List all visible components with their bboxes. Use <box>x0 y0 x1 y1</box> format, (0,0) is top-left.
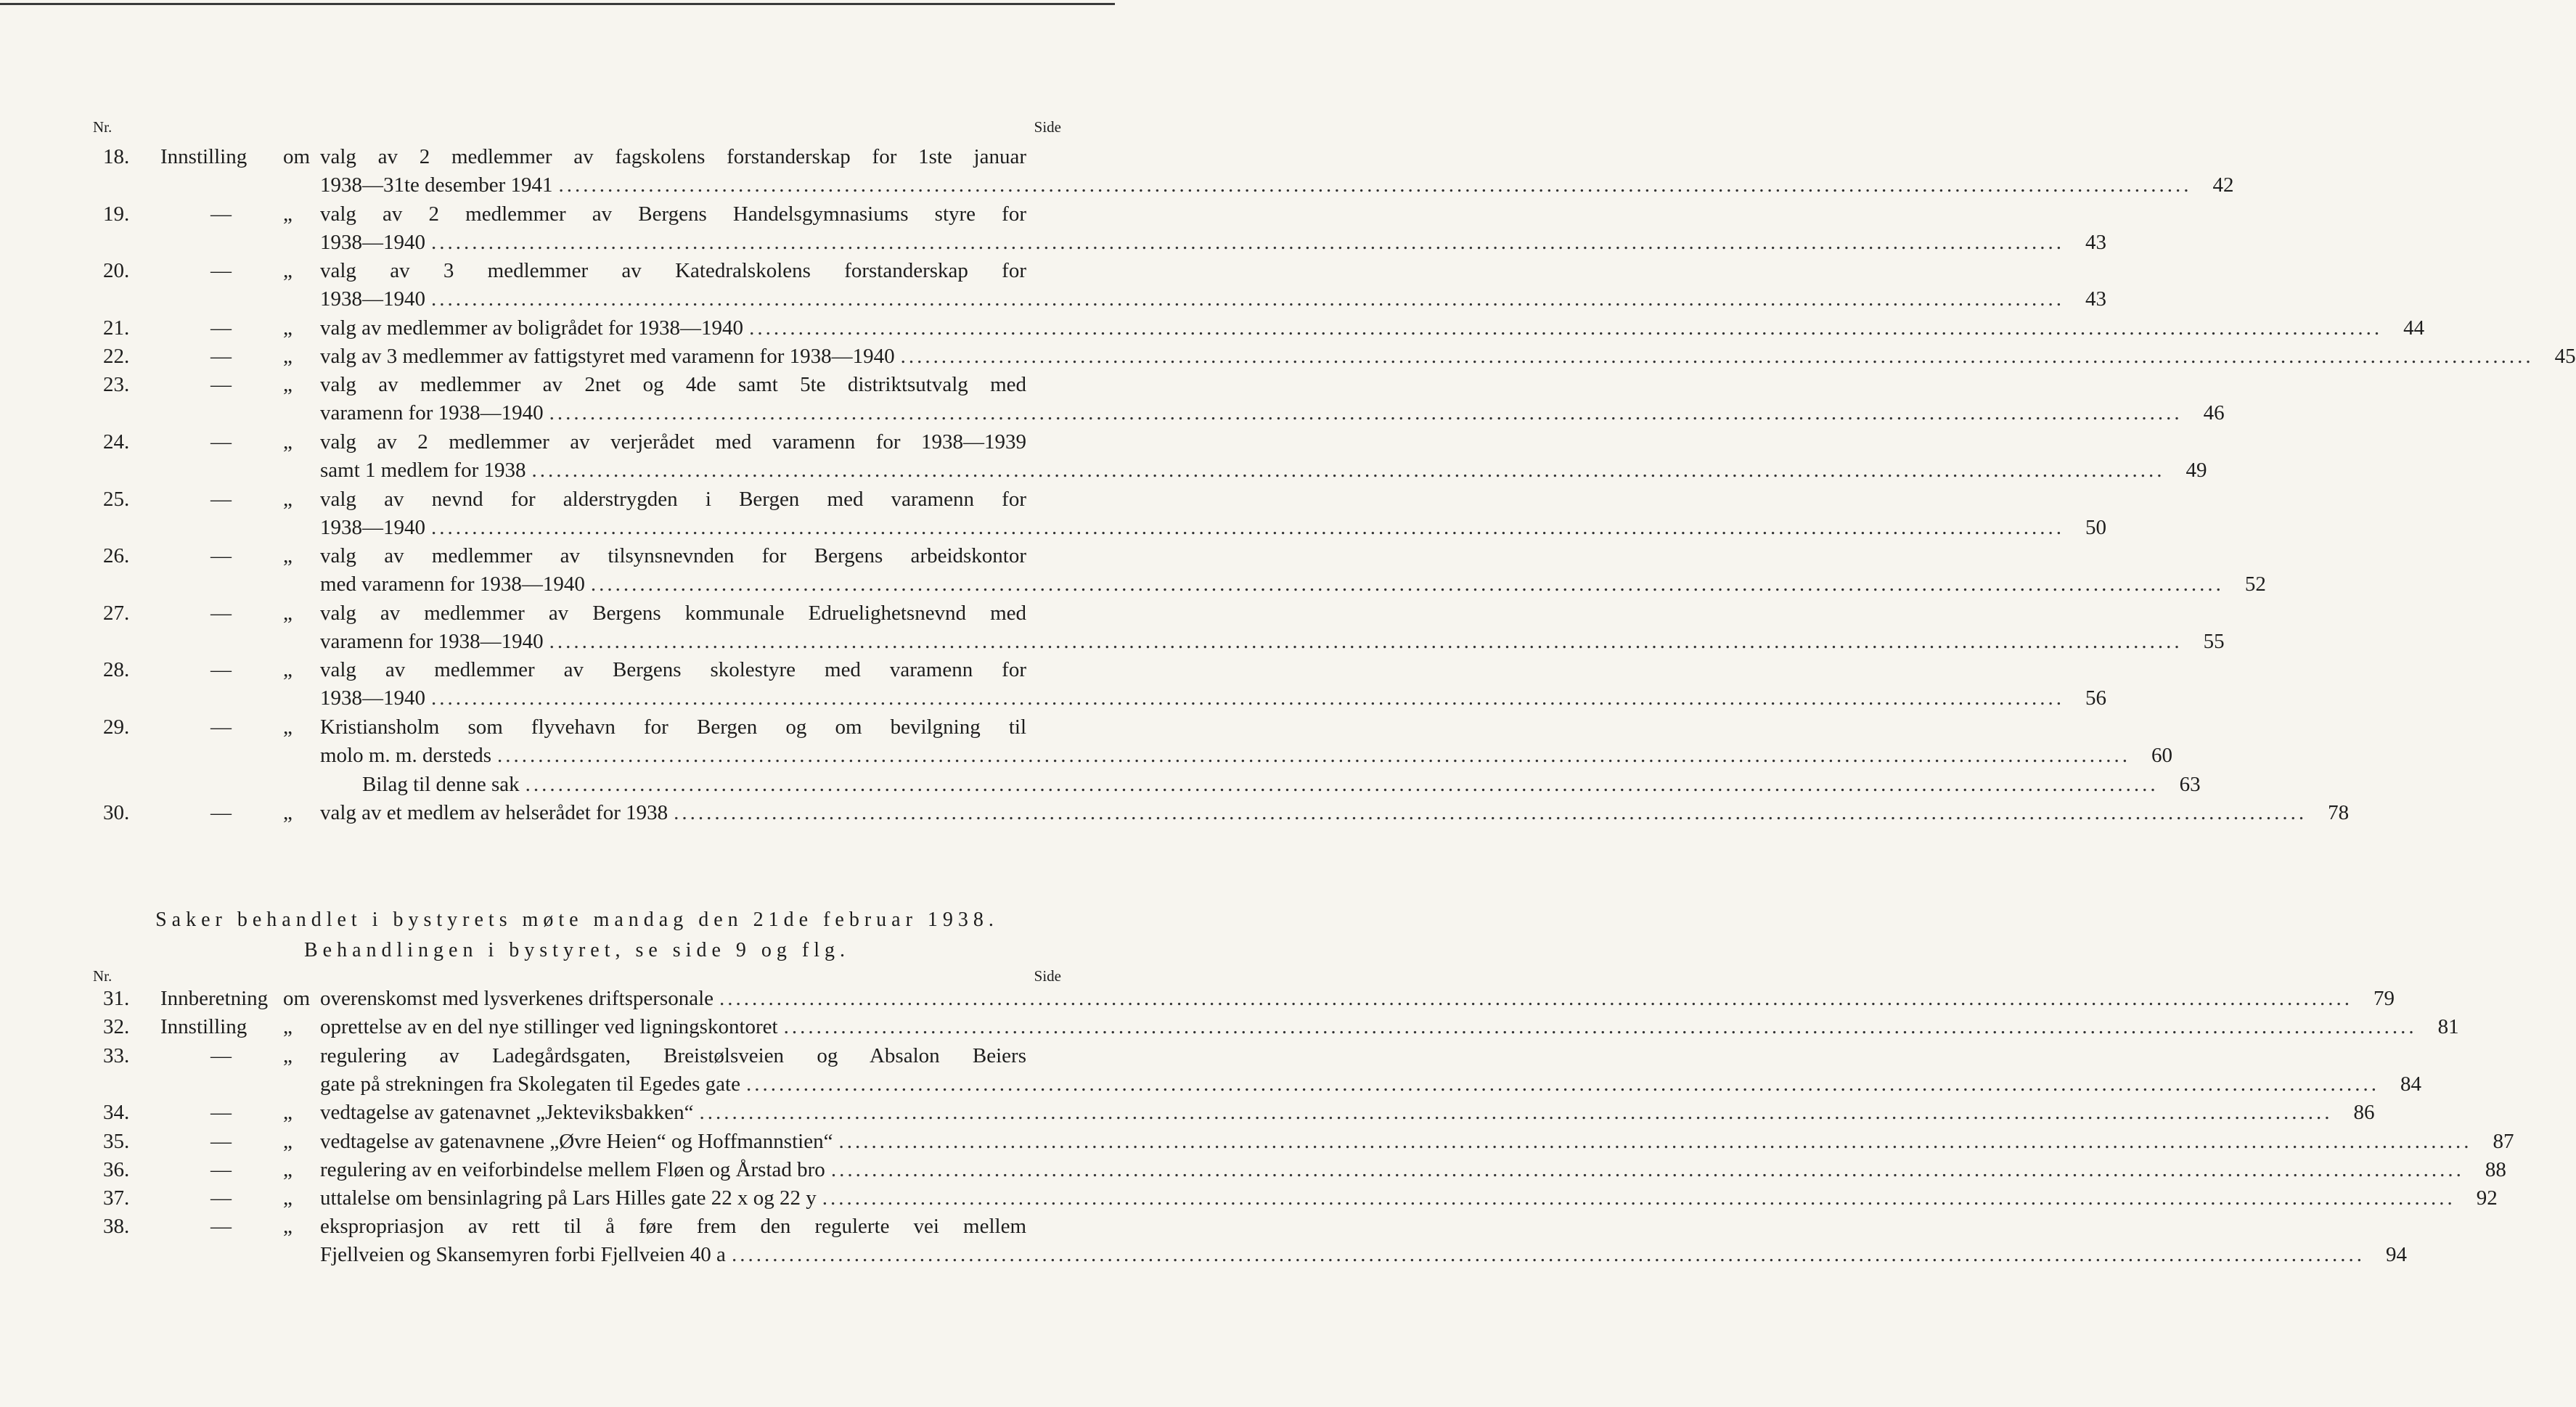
toc-entry <box>93 799 2350 827</box>
entry-title-with-page <box>320 985 2395 1013</box>
dot-leader: ........................................................................................................................................................................................................ <box>549 401 2183 425</box>
entry-title: valg av et medlem av helserådet for 1938 <box>320 800 668 824</box>
toc-entry-line <box>93 799 2350 827</box>
entry-number: 33. <box>103 1043 130 1067</box>
entry-title: valg av medlemmer av 2net og 4de samt 5te distriktsutvalg med <box>320 373 1026 397</box>
page-number: 43 <box>2085 230 2106 254</box>
entry-type: Innberetning <box>160 987 269 1010</box>
toc-entry <box>93 143 2234 200</box>
ditto-dash: — <box>210 601 232 625</box>
dot-leader: ........................................................................................................................................................................................................ <box>674 800 2307 824</box>
entry-title-with-page <box>320 628 2225 656</box>
entry-number: 29. <box>103 715 130 739</box>
page-number: 87 <box>2493 1129 2514 1153</box>
entry-title: 1938—1940 <box>320 287 425 311</box>
ditto-mark: „ <box>283 487 293 511</box>
entry-title: med varamenn for 1938—1940 <box>320 573 585 596</box>
toc-entry-line <box>93 1241 2407 1269</box>
dot-leader: ........................................................................................................................................................................................................ <box>497 744 2131 767</box>
dot-leader: ........................................................................................................................................................................................................ <box>531 459 2165 482</box>
entry-title: vedtagelse av gatenavnene „Øvre Heien“ og Hoffmannstien“ <box>320 1129 833 1153</box>
page-number: 92 <box>2476 1186 2498 1210</box>
toc-entry-line <box>93 771 2201 799</box>
toc-entry-line <box>93 542 1061 570</box>
dot-leader: ........................................................................................................................................................................................................ <box>590 573 2224 596</box>
entry-title-with-page <box>320 229 2106 257</box>
entry-number: 18. <box>103 145 130 168</box>
nr-header: Nr. <box>93 118 113 136</box>
toc-entry-line <box>93 1156 2506 1184</box>
toc-entry-line <box>93 143 1061 171</box>
toc-entry-line <box>93 985 2395 1013</box>
entry-title: uttalelse om bensinlagring på Lars Hilles gate 22 x og 22 y <box>320 1186 817 1210</box>
dot-leader: ........................................................................................................................................................................................................ <box>525 772 2159 796</box>
ditto-dash: — <box>210 430 232 454</box>
side-header: Side <box>1034 118 1061 136</box>
ditto-dash: — <box>210 202 232 226</box>
toc-entry <box>93 1128 2514 1156</box>
ditto-dash: — <box>210 1129 232 1153</box>
entry-number: 24. <box>103 430 130 454</box>
entry-title-with-page <box>320 1241 2407 1269</box>
entry-title: valg av medlemmer av boligrådet for 1938—1940 <box>320 316 744 340</box>
ditto-mark: „ <box>283 430 293 454</box>
toc-entry-line <box>93 200 1061 229</box>
toc-entry <box>93 1013 2459 1041</box>
entry-title-with-page <box>320 1013 2459 1041</box>
ditto-dash: — <box>210 1043 232 1067</box>
page-number: 86 <box>2353 1101 2375 1125</box>
entry-title: ekspropriasjon av rett til å føre frem den regulerte vei mellem <box>320 1215 1026 1239</box>
ditto-mark: „ <box>283 1215 293 1239</box>
dot-leader: ........................................................................................................................................................................................................ <box>558 173 2192 197</box>
entry-number: 34. <box>103 1101 130 1125</box>
page-number: 94 <box>2385 1243 2407 1267</box>
entry-title: valg av medlemmer av Bergens kommunale Edruelighetsnevnd med <box>320 601 1026 625</box>
dot-leader: ........................................................................................................................................................................................................ <box>783 1015 2417 1039</box>
ditto-mark: „ <box>283 1129 293 1153</box>
page-number: 63 <box>2179 772 2201 796</box>
toc-entry-line <box>93 1184 2498 1213</box>
toc-entry <box>93 1099 2375 1127</box>
entry-number: 37. <box>103 1186 130 1210</box>
toc-entry-line <box>93 314 2425 342</box>
entry-title: Kristiansholm som flyvehavn for Bergen og om bevilgning til <box>320 715 1026 739</box>
toc-entry-line <box>93 285 2106 313</box>
page-number: 78 <box>2328 800 2350 824</box>
ditto-mark: „ <box>283 1043 293 1067</box>
ditto-dash: — <box>210 1101 232 1125</box>
dot-leader: ........................................................................................................................................................................................................ <box>549 629 2183 653</box>
entry-title: valg av 2 medlemmer av verjerådet med varamenn for 1938—1939 <box>320 430 1026 454</box>
entry-title: regulering av en veiforbindelse mellem Fløen og Årstad bro <box>320 1157 825 1181</box>
ditto-mark: „ <box>283 715 293 739</box>
entry-number: 26. <box>103 544 130 568</box>
dot-leader: ........................................................................................................................................................................................................ <box>431 515 2064 539</box>
toc-entry <box>93 1156 2506 1184</box>
entry-title-with-page <box>320 1156 2506 1184</box>
entry-type: Innstilling <box>160 1015 248 1039</box>
ditto-dash: — <box>210 1157 232 1181</box>
page-number: 56 <box>2085 686 2106 710</box>
toc-entry-line <box>93 713 1061 742</box>
entry-number: 21. <box>103 316 130 340</box>
page-number: 44 <box>2403 316 2425 340</box>
toc-entry-line <box>93 171 2234 200</box>
entry-number: 23. <box>103 373 130 397</box>
entry-number: 20. <box>103 259 130 283</box>
entry-title-with-page <box>320 514 2106 542</box>
entry-title: valg av 3 medlemmer av fattigstyret med varamenn for 1938—1940 <box>320 345 895 369</box>
entry-number: 35. <box>103 1129 130 1153</box>
ditto-mark: „ <box>283 1101 293 1125</box>
page-number: 49 <box>2185 459 2207 482</box>
toc-entry-line <box>93 428 1061 456</box>
toc-entry-line <box>93 1013 2459 1041</box>
entry-number: 22. <box>103 345 130 369</box>
entry-title: 1938—1940 <box>320 515 425 539</box>
dot-leader: ........................................................................................................................................................................................................ <box>745 1072 2379 1096</box>
entry-title: varamenn for 1938—1940 <box>320 629 544 653</box>
toc-entry <box>93 200 2106 257</box>
entry-title: 1938—1940 <box>320 686 425 710</box>
ditto-dash: — <box>210 544 232 568</box>
toc-entry <box>93 771 2201 799</box>
dot-leader: ........................................................................................................................................................................................................ <box>830 1157 2464 1181</box>
dot-leader: ........................................................................................................................................................................................................ <box>838 1129 2472 1153</box>
entry-number: 19. <box>103 202 130 226</box>
toc-entry <box>93 656 2106 713</box>
dot-leader: ........................................................................................................................................................................................................ <box>749 316 2383 340</box>
toc-entry-line <box>93 257 1061 285</box>
dot-leader: ........................................................................................................................................................................................................ <box>431 287 2064 311</box>
entry-title-with-page <box>320 1099 2375 1127</box>
toc-entry <box>93 485 2106 542</box>
entry-title: samt 1 medlem for 1938 <box>320 459 526 482</box>
ditto-mark: „ <box>283 316 293 340</box>
entry-title-with-page <box>320 799 2350 827</box>
dot-leader: ........................................................................................................................................................................................................ <box>431 230 2064 254</box>
ditto-mark: „ <box>283 658 293 682</box>
dot-leader: ........................................................................................................................................................................................................ <box>900 345 2534 369</box>
toc-entry-line <box>93 371 1061 399</box>
page-number: 42 <box>2212 173 2234 197</box>
entry-title-with-page <box>320 1184 2498 1213</box>
toc-entry <box>93 1213 2407 1269</box>
entry-title-with-page <box>320 171 2234 200</box>
entry-title: Fjellveien og Skansemyren forbi Fjellveien 40 a <box>320 1243 726 1267</box>
toc-entry-line <box>93 229 2106 257</box>
toc-entry-line <box>93 742 2173 770</box>
toc-entry-line <box>93 1213 1061 1241</box>
page-number: 43 <box>2085 287 2106 311</box>
entry-title: 1938—1940 <box>320 230 425 254</box>
toc-entry <box>93 985 2395 1013</box>
entry-title-with-page <box>320 285 2106 313</box>
page-number: 46 <box>2203 401 2225 425</box>
toc-entry-line <box>93 1070 2421 1099</box>
dot-leader: ........................................................................................................................................................................................................ <box>731 1243 2365 1267</box>
ditto-dash: — <box>210 800 232 824</box>
entry-title: varamenn for 1938—1940 <box>320 401 544 425</box>
entry-title: vedtagelse av gatenavnet „Jekteviksbakken“ <box>320 1101 694 1125</box>
toc-entry <box>93 257 2106 313</box>
toc-entry <box>93 1042 2421 1099</box>
entry-number: 28. <box>103 658 130 682</box>
entry-number: 31. <box>103 987 130 1010</box>
page-number: 60 <box>2151 744 2173 767</box>
entry-title-with-page <box>320 570 2266 599</box>
entry-title: Bilag til denne sak <box>362 772 520 796</box>
toc-entry-line <box>93 684 2106 713</box>
entry-title-with-page <box>320 742 2173 770</box>
toc-entry <box>93 314 2425 342</box>
toc-entry-line <box>93 514 2106 542</box>
entry-number: 32. <box>103 1015 130 1039</box>
entry-title: overenskomst med lysverkenes driftspersonale <box>320 987 713 1010</box>
ditto-dash: — <box>210 1215 232 1239</box>
ditto-mark: „ <box>283 601 293 625</box>
entry-title: oprettelse av en del nye stillinger ved ligningskontoret <box>320 1015 778 1039</box>
entry-title: valg av 2 medlemmer av fagskolens forstanderskap for 1ste januar <box>320 145 1026 168</box>
ditto-mark: „ <box>283 345 293 369</box>
ditto-mark: om <box>283 145 311 168</box>
toc-entry <box>93 342 2576 371</box>
toc-entry <box>93 1184 2498 1213</box>
ditto-dash: — <box>210 345 232 369</box>
dot-leader: ........................................................................................................................................................................................................ <box>431 686 2064 710</box>
entry-title-with-page <box>320 1070 2421 1099</box>
entry-number: 30. <box>103 800 130 824</box>
entry-title-with-page <box>320 399 2225 427</box>
dot-leader: ........................................................................................................................................................................................................ <box>699 1101 2333 1125</box>
toc-entry-line <box>93 1042 1061 1070</box>
ditto-mark: „ <box>283 1157 293 1181</box>
ditto-mark: „ <box>283 1015 293 1039</box>
ditto-dash: — <box>210 658 232 682</box>
entry-title-with-page <box>320 456 2207 485</box>
entry-title: valg av nevnd for alderstrygden i Bergen med varamenn for <box>320 487 1026 511</box>
ditto-dash: — <box>210 259 232 283</box>
ditto-dash: — <box>210 487 232 511</box>
ditto-dash: — <box>210 316 232 340</box>
page-number: 50 <box>2085 515 2106 539</box>
entry-number: 36. <box>103 1157 130 1181</box>
ditto-mark: „ <box>283 259 293 283</box>
entry-type: Innstilling <box>160 145 248 168</box>
page-number: 52 <box>2244 573 2266 596</box>
entry-title: valg av medlemmer av Bergens skolestyre med varamenn for <box>320 658 1026 682</box>
entry-title: 1938—31te desember 1941 <box>320 173 553 197</box>
toc-entry-line <box>93 599 1061 628</box>
toc-entry-line <box>93 456 2207 485</box>
toc-entry <box>93 713 2173 770</box>
ditto-mark: „ <box>283 800 293 824</box>
ditto-dash: — <box>210 373 232 397</box>
toc-entry-line <box>93 570 2266 599</box>
toc-entry-line <box>93 1128 2514 1156</box>
section-subtitle: Behandlingen i bystyret, se side 9 og flg. <box>303 939 851 961</box>
page-number: 84 <box>2400 1072 2421 1096</box>
entry-title-with-page <box>320 314 2425 342</box>
entry-title-with-page <box>320 1128 2514 1156</box>
toc-entry <box>93 542 2266 599</box>
entry-title: valg av 2 medlemmer av Bergens Handelsgymnasiums styre for <box>320 202 1026 226</box>
entry-title-with-page <box>362 771 2201 799</box>
toc-entry-line <box>93 1099 2375 1127</box>
page-number: 88 <box>2485 1157 2506 1181</box>
dot-leader: ........................................................................................................................................................................................................ <box>822 1186 2456 1210</box>
toc-entry <box>93 599 2225 656</box>
toc-entry-line <box>93 485 1061 514</box>
ditto-dash: — <box>210 715 232 739</box>
toc-entry <box>93 371 2225 427</box>
ditto-mark: „ <box>283 202 293 226</box>
nr-header: Nr. <box>93 967 113 985</box>
toc-entry-line <box>93 656 1061 684</box>
toc-entry-line <box>93 399 2225 427</box>
entry-title-with-page <box>320 684 2106 713</box>
page-number: 81 <box>2437 1015 2459 1039</box>
ditto-mark: om <box>283 987 311 1010</box>
toc-entry-line <box>93 342 2576 371</box>
entry-number: 27. <box>103 601 130 625</box>
entry-title: regulering av Ladegårdsgaten, Breistølsveien og Absalon Beiers <box>320 1043 1026 1067</box>
entry-title: molo m. m. dersteds <box>320 744 492 767</box>
section-title: Saker behandlet i bystyrets møte mandag den 21de februar 1938. <box>155 908 999 931</box>
entry-number: 38. <box>103 1215 130 1239</box>
entry-title: gate på strekningen fra Skolegaten til Egedes gate <box>320 1072 740 1096</box>
entry-title: valg av 3 medlemmer av Katedralskolens forstanderskap for <box>320 259 1026 283</box>
entry-number: 25. <box>103 487 130 511</box>
ditto-dash: — <box>210 1186 232 1210</box>
toc-entry <box>93 428 2207 485</box>
page-number: 55 <box>2203 629 2225 653</box>
side-header: Side <box>1034 967 1061 985</box>
page-number: 79 <box>2373 987 2395 1010</box>
ditto-mark: „ <box>283 373 293 397</box>
entry-title-with-page <box>320 342 2576 371</box>
ditto-mark: „ <box>283 544 293 568</box>
page-number: 45 <box>2554 345 2576 369</box>
entry-title: valg av medlemmer av tilsynsnevnden for Bergens arbeidskontor <box>320 544 1026 568</box>
toc-entry-line <box>93 628 2225 656</box>
ditto-mark: „ <box>283 1186 293 1210</box>
dot-leader: ........................................................................................................................................................................................................ <box>719 987 2352 1010</box>
